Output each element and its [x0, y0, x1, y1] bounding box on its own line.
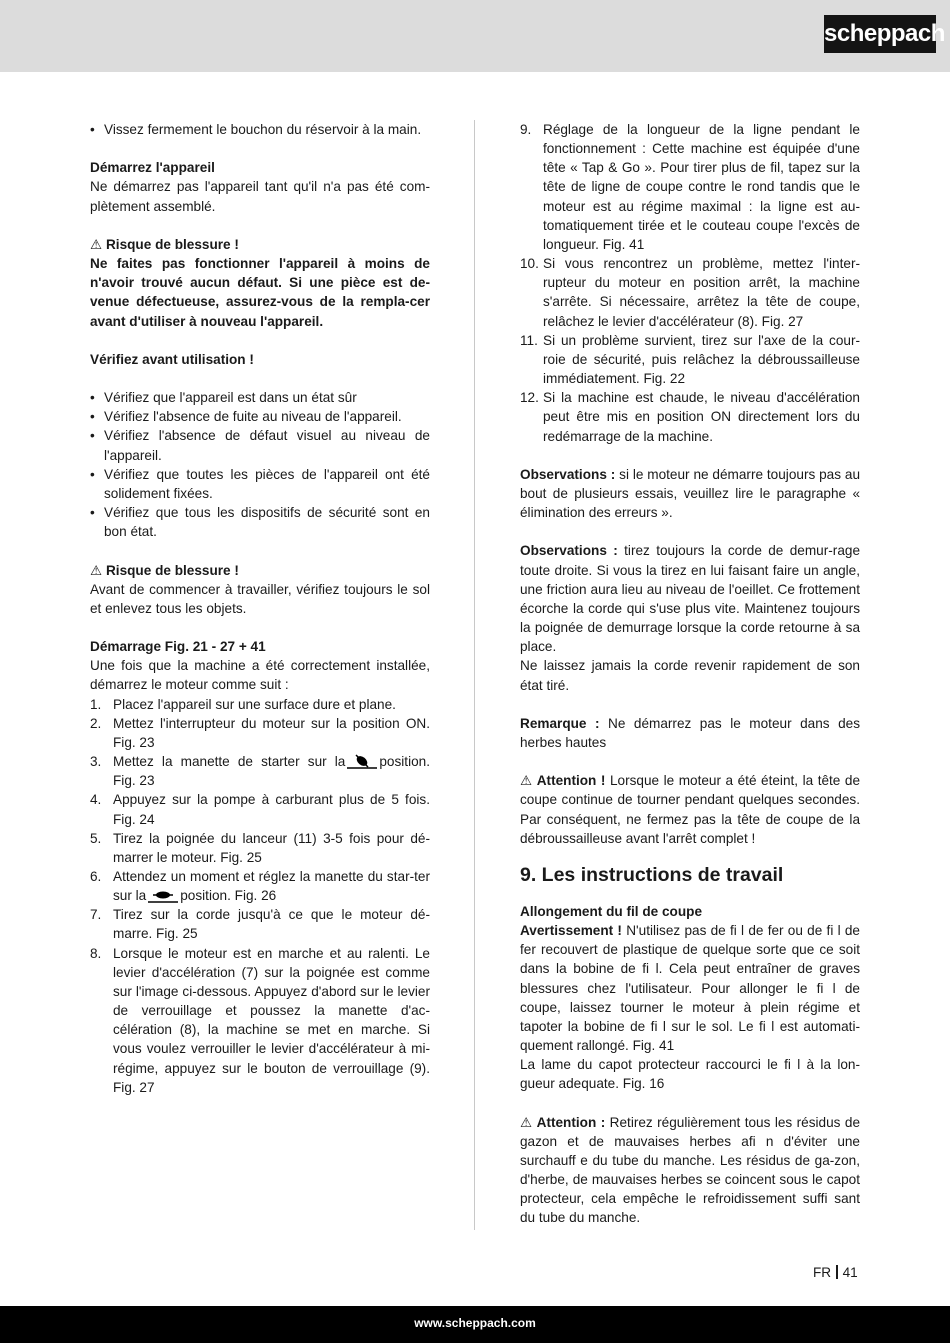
warning-icon: ⚠ [520, 773, 533, 789]
section-heading: Démarrage Fig. 21 - 27 + 41 [90, 639, 266, 655]
list-item: 5. Tirez la poignée du lanceur (11) 3-5 fois pour dé-marrer le moteur. Fig. 25 [90, 830, 430, 865]
list-item: 11. Si un problème survient, tirez sur l'axe de la cour-roie de sécurité, puis relâchez la débroussailleuse immédiatement. Fig. 22 [520, 332, 860, 387]
paragraph: Une fois que la machine a été correctement installée, démarrez le moteur comme suit : [90, 658, 430, 693]
list-item: 10. Si vous rencontrez un problème, mettez l'inter-rupteur du moteur en position arrêt, la machine s'arrête. Si nécessaire, arrêtez la tête de coupe, relâchez le levier d'accélérateur (8). Fig. 27 [520, 256, 860, 329]
brand-logo: scheppach [824, 15, 936, 53]
check-list [90, 388, 430, 541]
list-item: 8. Lorsque le moteur est en marche et au ralenti. Le levier d'accélération (7) sur la poignée est comme sur l'image ci-dessous. Appuyez d'abord sur le levier de verrouillage et poussez la manette d'ac-célération (8), la machine se met en marche. Si vous voulez verrouiller le levier d'accélérateur à mi-régime, appuyez sur le bouton de verrouillage (9). Fig. 27 [90, 945, 430, 1095]
list-item: 4. Appuyez sur la pompe à carburant plus de 5 fois. Fig. 24 [90, 792, 430, 827]
section-heading: Vérifiez avant utilisation ! [90, 351, 254, 367]
list-item: 1. Placez l'appareil sur une surface dure et plane. [90, 696, 396, 712]
attention-paragraph: ⚠ Attention ! Lorsque le moteur a été éteint, la tête de coupe continue de tourner pendant quelques secondes. Par conséquent, ne fermez pas la tête de coupe de la débroussailleuse avant l'arrêt complet ! [520, 773, 861, 846]
list-item: 7. Tirez sur la corde jusqu'à ce que le moteur dé-marre. Fig. 25 [90, 907, 430, 942]
remark-paragraph: Remarque : Ne démarrez pas le moteur dans des herbes hautes [520, 715, 860, 750]
choke-closed-icon [347, 753, 377, 769]
right-column [520, 120, 860, 1228]
bullet-list [90, 120, 430, 139]
warning-title: Risque de blessure ! [105, 236, 239, 252]
warning-icon: ⚠ [520, 1114, 533, 1130]
warning-icon: ⚠ [90, 236, 103, 252]
warning-paragraph: Avertissement ! N'utilisez pas de fi l de fer ou de fi l de fer recouvert de plastique de quelque sorte que ce soit dans la bobine de fi l. Cela peut entraîner de graves blessures chez l'utilisateur. Pour allonger le fi l de coupe, laissez tourner le moteur à plein régime et tapoter la bobine de fi l sur le sol. Le fi l est automati-quement rallongé. Fig. 41 [520, 923, 860, 1053]
list-item: 12. Si la machine est chaude, le niveau d'accélération peut être mis en position ON directement lors du redémarrage de la machine. [520, 390, 860, 444]
observation-paragraph: Observations : si le moteur ne démarre toujours pas au bout de plusieurs essais, veuillez lire le paragraphe « élimination des erreurs ». [520, 466, 861, 521]
column-divider [474, 120, 475, 1230]
warning-heading [90, 235, 430, 254]
observation-paragraph: Observations : tirez toujours la corde de demur-rage toute droite. Si vous la tirez en lui faisant faire un angle, une friction aura lieu au niveau de l'oeillet. Ce frottement écorche la corde qui s'use plus vite. Maintenez toujours la poignée de demurrage lorsque la corde retourne à sa place. [520, 543, 860, 655]
warning-text: Ne faites pas fonctionner l'appareil à moins de n'avoir trouvé aucun défaut. Si une pièce est de-venue défectueuse, assurez-vous de la rempla-cer avant d'utiliser à nouveau l'appareil. [90, 256, 430, 329]
warning-heading [90, 561, 430, 580]
footer-bar [0, 1306, 950, 1343]
list-item: • Vérifiez que tous les dispositifs de sécurité sont en bon état. [90, 503, 430, 541]
paragraph: La lame du capot protecteur raccourci le fi l à la lon-gueur adequate. Fig. 16 [520, 1057, 860, 1092]
section-heading: Démarrez l'appareil [90, 160, 215, 176]
warning-icon: ⚠ [90, 562, 103, 578]
list-item: 6. Attendez un moment et réglez la manette du star-ter sur la position. Fig. 26 [90, 869, 430, 904]
paragraph: Ne démarrez pas l'appareil tant qu'il n'a pas été com-plètement assemblé. [90, 179, 430, 214]
section-heading: Allongement du fil de coupe [520, 903, 703, 919]
left-column [90, 120, 430, 1097]
paragraph: Avant de commencer à travailler, vérifiez toujours le sol et enlevez tous les objets. [90, 581, 430, 616]
steps-list-continued [520, 120, 860, 446]
list-item: 3. Mettez la manette de starter sur la position. Fig. 23 [90, 754, 430, 789]
paragraph: Ne laissez jamais la corde revenir rapidement de son état tiré. [520, 658, 860, 693]
list-item: 9. Réglage de la longueur de la ligne pendant le fonctionnement : Cette machine est équipée d'une tête « Tap & Go ». Pour tirer plus de fil, tapez sur la tête de ligne de coupe contre le rond tandis que le moteur est au régime maximal : la ligne est au-tomatiquement tirée et le couteau coupe l'excès de longueur. Fig. 41 [520, 122, 860, 252]
section-title: 9. Les instructions de travail [520, 863, 784, 886]
list-item: 2. Mettez l'interrupteur du moteur sur la position ON. Fig. 23 [90, 715, 430, 750]
footer-url[interactable]: www.scheppach.com [414, 1316, 536, 1330]
attention-paragraph: ⚠ Attention : Retirez régulièrement tous les résidus de gazon et de mauvaises herbes afi n d'éviter une surchauff e du tube du manche. Les résidus de ga-zon, d'herbe, de mauvaises herbes se coincent sous le capot protecteur, cela empêche le refroidissement suffi sant du tube du manche. [520, 1114, 861, 1226]
page-number: FR 41 [813, 1265, 858, 1280]
warning-title: Risque de blessure ! [105, 562, 239, 578]
list-item: • Vissez fermement le bouchon du réservoir à la main. [90, 120, 430, 139]
steps-list [90, 695, 430, 1097]
list-item: • Vérifiez l'absence de fuite au niveau de l'appareil. [90, 407, 430, 426]
list-item: • Vérifiez que toutes les pièces de l'appareil ont été solidement fixées. [90, 465, 430, 503]
list-item: • Vérifiez l'absence de défaut visuel au niveau de l'appareil. [90, 426, 430, 464]
choke-open-icon [148, 887, 178, 903]
header-bar [0, 0, 950, 72]
list-item: • Vérifiez que l'appareil est dans un état sûr [90, 388, 430, 407]
